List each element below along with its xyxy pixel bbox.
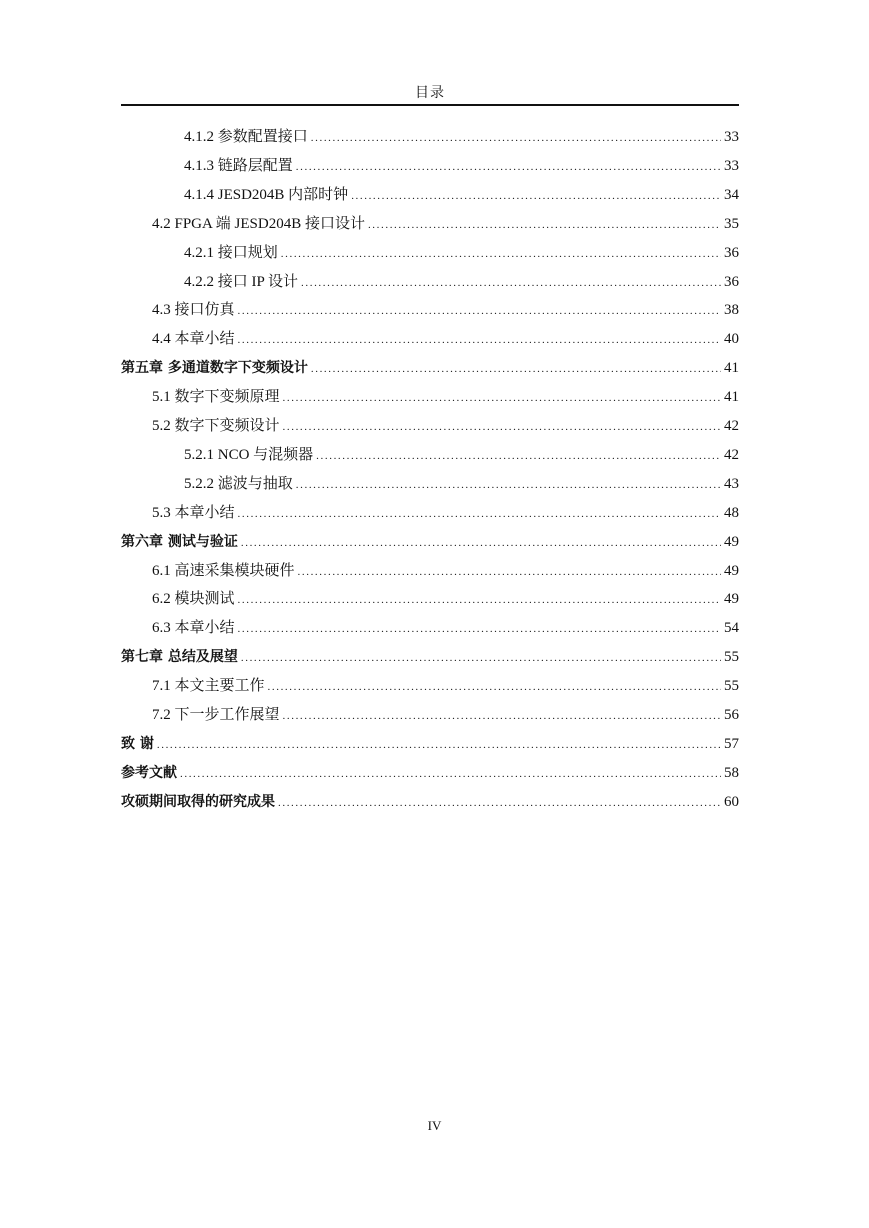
toc-entry-page: 33: [724, 129, 739, 145]
toc-leader-dots: [316, 446, 721, 466]
toc-leader-dots: [238, 619, 721, 639]
toc-entry-page: 58: [724, 764, 739, 781]
toc-leader-dots: [241, 648, 721, 668]
toc-leader-dots: [283, 388, 721, 408]
toc-entry[interactable]: [121, 733, 739, 755]
toc-entry-label: 4.1.3 链路层配置: [184, 157, 293, 174]
toc-entry-label: 攻硕期间取得的研究成果: [121, 793, 275, 810]
toc-leader-dots: [296, 475, 721, 495]
toc-entry[interactable]: [184, 271, 739, 293]
toc-entry[interactable]: [184, 184, 739, 206]
toc-entry-label: 5.2.2 滤波与抽取: [184, 475, 293, 492]
toc-leader-dots: [298, 562, 721, 582]
toc-leader-dots: [283, 417, 721, 437]
toc-entry-page: 34: [724, 186, 739, 203]
toc-leader-dots: [238, 301, 721, 321]
toc-entry-label: 第六章 测试与验证: [121, 533, 238, 550]
header-title: 目录: [415, 86, 445, 101]
toc-entry[interactable]: [152, 213, 739, 235]
toc-entry-page: 41: [724, 389, 739, 406]
toc-entry-page: 36: [724, 273, 739, 290]
page-header: [121, 78, 739, 106]
toc-leader-dots: [283, 706, 721, 726]
toc-entry-page: 55: [724, 649, 739, 666]
toc-entry-page: 54: [724, 620, 739, 637]
toc-leader-dots: [238, 330, 721, 350]
toc-entry-label: 4.1.4 JESD204B 内部时钟: [184, 186, 349, 203]
toc-entry-page: 38: [724, 302, 739, 319]
toc-entry-label: 5.3 本章小结: [152, 504, 235, 521]
toc-leader-dots: [301, 273, 721, 293]
toc-entry[interactable]: [121, 762, 739, 784]
toc-entry-label: 致 谢: [121, 735, 154, 752]
toc-entry-page: 49: [724, 591, 739, 608]
toc-entry-label: 7.1 本文主要工作: [152, 678, 265, 695]
toc-entry-page: 49: [724, 533, 739, 550]
toc-entry-page: 49: [724, 562, 739, 579]
toc-entry[interactable]: [121, 357, 739, 379]
toc-entry[interactable]: [184, 473, 739, 495]
toc-entry-label: 第五章 多通道数字下变频设计: [121, 360, 308, 377]
toc-entry[interactable]: [121, 791, 739, 813]
toc-entry[interactable]: [184, 126, 739, 148]
toc-entry-page: 36: [724, 244, 739, 261]
toc-entry[interactable]: [184, 155, 739, 177]
toc-entry-label: 5.2 数字下变频设计: [152, 418, 280, 434]
toc-entry-page: 43: [724, 475, 739, 492]
toc-entry[interactable]: [152, 560, 739, 582]
toc-entry[interactable]: [152, 675, 739, 697]
toc-leader-dots: [180, 764, 721, 784]
toc-entry[interactable]: [152, 502, 739, 524]
toc-entry-page: 35: [724, 215, 739, 232]
toc-entry-label: 4.4 本章小结: [152, 331, 235, 348]
toc-leader-dots: [268, 677, 721, 697]
toc-entry[interactable]: [152, 617, 739, 639]
toc-leader-dots: [311, 359, 721, 379]
toc-entry-page: 42: [724, 446, 739, 463]
toc-entry-label: 6.1 高速采集模块硬件: [152, 562, 295, 579]
toc-leader-dots: [351, 186, 721, 206]
toc-entry[interactable]: [152, 588, 739, 610]
toc-leader-dots: [157, 735, 721, 755]
toc-entry-page: 40: [724, 331, 739, 348]
toc-leader-dots: [238, 504, 721, 524]
toc-entry[interactable]: [152, 704, 739, 726]
toc-leader-dots: [281, 244, 721, 264]
toc-entry-page: 33: [724, 157, 739, 174]
toc-entry[interactable]: [121, 531, 739, 553]
toc-entry-page: 56: [724, 707, 739, 723]
toc-entry-label: 7.2 下一步工作展望: [152, 707, 280, 723]
toc-entry-label: 4.3 接口仿真: [152, 302, 235, 319]
toc-entry-label: 参考文献: [121, 764, 177, 781]
toc-leader-dots: [278, 793, 721, 813]
toc-entry-label: 4.2 FPGA 端 JESD204B 接口设计: [152, 215, 365, 232]
toc-entry[interactable]: [184, 444, 739, 466]
toc-entry-label: 6.3 本章小结: [152, 620, 235, 637]
toc-leader-dots: [241, 533, 721, 553]
toc-entry[interactable]: [152, 386, 739, 408]
page-number: IV: [427, 1118, 442, 1133]
toc-entry-label: 4.2.1 接口规划: [184, 244, 278, 261]
toc-leader-dots: [296, 157, 721, 177]
toc-entry[interactable]: [121, 646, 739, 668]
toc-entry[interactable]: [152, 299, 739, 321]
toc-entry-label: 5.1 数字下变频原理: [152, 389, 280, 406]
toc-entry[interactable]: [152, 415, 739, 437]
toc-leader-dots: [238, 590, 721, 610]
toc-entry-page: 41: [724, 360, 739, 377]
toc-entry-page: 48: [724, 504, 739, 521]
toc-entry-page: 60: [724, 793, 739, 810]
toc-entry-page: 42: [724, 418, 739, 434]
toc-leader-dots: [368, 215, 721, 235]
toc-leader-dots: [311, 128, 721, 148]
toc-entry-page: 55: [724, 678, 739, 695]
toc-entry[interactable]: [152, 328, 739, 350]
toc-entry-label: 5.2.1 NCO 与混频器: [184, 446, 314, 463]
toc-entry-label: 第七章 总结及展望: [121, 649, 238, 666]
toc-entry[interactable]: [184, 242, 739, 264]
toc-entry-label: 6.2 模块测试: [152, 591, 235, 608]
toc-entry-page: 57: [724, 735, 739, 752]
toc-entry-label: 4.2.2 接口 IP 设计: [184, 273, 299, 290]
toc-entry-label: 4.1.2 参数配置接口: [184, 129, 308, 145]
